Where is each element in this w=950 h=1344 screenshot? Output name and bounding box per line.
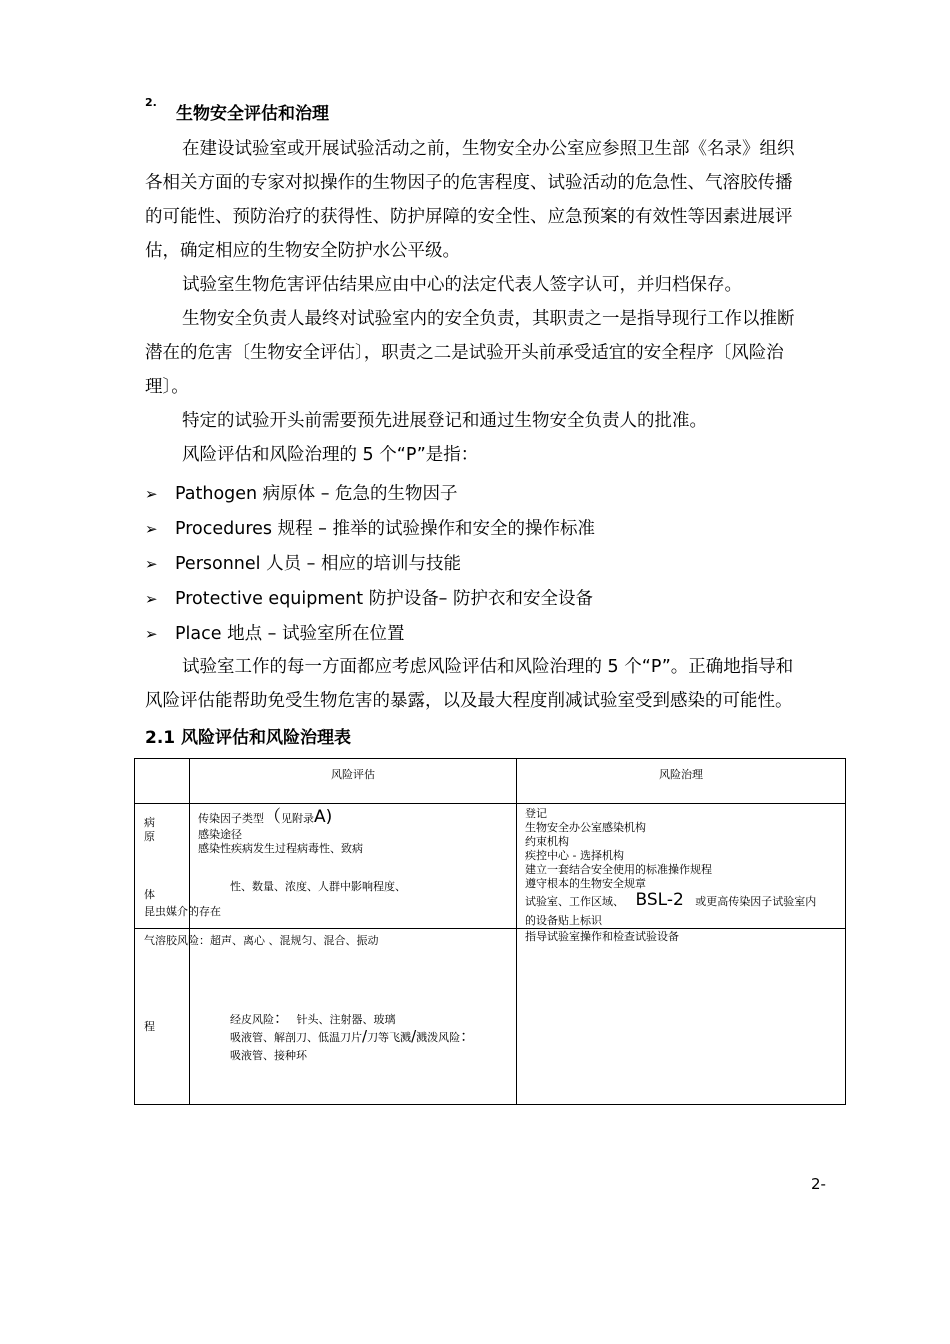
page-number: 2- xyxy=(811,1175,826,1193)
paragraph-five-p xyxy=(145,438,860,472)
arrow-bullet-icon: ➢ xyxy=(145,625,158,643)
assessment-cell xyxy=(190,804,517,929)
paragraph-line: 风险评估能帮助免受生物危害的暴露，以及最大程度削减试验室受到感染的可能性。 xyxy=(145,691,793,711)
row-label-char: 病 xyxy=(144,816,155,829)
management-line: 登记 xyxy=(525,807,547,820)
bullet-text: Protective equipment 防护设备– 防护衣和安全设备 xyxy=(175,589,593,609)
bullet-text: Procedures 规程 – 推举的试验操作和安全的操作标准 xyxy=(175,519,595,539)
bullet-item xyxy=(145,550,461,575)
management-line: 生物安全办公室感染机构 xyxy=(525,821,646,834)
assessment-line xyxy=(230,1011,396,1027)
cell-text: / xyxy=(362,1027,368,1045)
header-risk-management xyxy=(517,759,846,804)
arrow-bullet-icon: ➢ xyxy=(145,555,158,573)
cell-text: 传染因子类型 xyxy=(198,812,264,825)
assessment-cell xyxy=(190,929,517,1105)
row-label-text: 气溶胶风险：超声、离心 、混规匀、混合、振动 xyxy=(144,934,379,947)
management-line: 遵守根本的生物安全规章 xyxy=(525,877,646,890)
arrow-bullet-icon: ➢ xyxy=(145,590,158,608)
assessment-line: 吸液管、接种环 xyxy=(230,1049,307,1062)
bullet-text: Pathogen 病原体 – 危急的生物因子 xyxy=(175,484,458,504)
assessment-line: 性、数量、浓度、人群中影响程度、 xyxy=(230,880,406,893)
table-row xyxy=(135,929,846,1105)
section-title: 生物安全评估和治理 xyxy=(176,104,329,124)
table-row xyxy=(135,804,846,929)
paragraph-responsibility xyxy=(145,302,860,404)
cell-text: 溅泼风险 xyxy=(416,1031,461,1044)
cell-text: 刀等飞溅 xyxy=(367,1031,412,1044)
cell-text: A) xyxy=(314,807,333,827)
paragraph-line: 生物安全负责人最终对试验室内的安全负责，其职责之一是指导现行工作以推断 xyxy=(182,309,795,329)
paragraph-line: 估，确定相应的生物安全防护水公平级。 xyxy=(145,241,460,261)
paragraph-line: 风险评估和风险治理的 5 个“P”是指： xyxy=(182,445,479,465)
paragraph-line: 潜在的危害〔生物安全评估〕，职责之二是试验开头前承受适宜的安全程序〔风险治 xyxy=(145,343,784,363)
risk-table xyxy=(134,758,846,1105)
cell-text: 经皮风险 xyxy=(230,1013,274,1026)
cell-text: BSL-2 xyxy=(635,890,684,910)
table-header-row xyxy=(135,759,846,804)
paragraph-line: 试验室工作的每一方面都应考虑风险评估和风险治理的 5 个“P”。正确地指导和 xyxy=(182,657,794,677)
paragraph-line: 理〕。 xyxy=(145,377,189,397)
cell-text: ： xyxy=(274,1009,290,1027)
management-line: 疾控中心 - 选择机构 xyxy=(525,849,624,862)
management-line: 的设备贴上标识 xyxy=(525,914,602,927)
table-corner-cell xyxy=(135,759,190,804)
row-label-char: 体 xyxy=(144,888,155,901)
arrow-bullet-icon: ➢ xyxy=(145,520,158,538)
cell-text: 或更高传染因子试验室内 xyxy=(695,895,817,908)
cell-text: ： xyxy=(460,1027,476,1045)
bullet-item xyxy=(145,620,404,645)
cell-text: 见附录 xyxy=(281,812,314,825)
table-title: 2.1 风险评估和风险治理表 xyxy=(145,728,352,748)
paragraph-line: 特定的试验开头前需要预先进展登记和通过生物安全负责人的批准。 xyxy=(182,411,707,431)
assessment-line: 感染性疾病发生过程病毒性、致病 xyxy=(198,842,363,855)
bullet-item xyxy=(145,480,458,505)
management-cell xyxy=(517,804,846,929)
management-line: 建立一套结合安全使用的标准操作规程 xyxy=(525,863,712,876)
paragraph-approval xyxy=(145,404,860,438)
management-line: 约束机构 xyxy=(525,835,569,848)
management-line: 指导试验室操作和检查试验设备 xyxy=(525,930,679,943)
cell-text: / xyxy=(411,1027,417,1045)
bullet-item xyxy=(145,585,593,610)
paragraph-line: 的可能性、预防治疗的获得性、防护屏障的安全性、应急预案的有效性等因素进展评 xyxy=(145,207,793,227)
assessment-line: 感染途径 xyxy=(198,828,242,841)
paragraph-conclusion xyxy=(145,650,860,718)
cell-text: 试验室、工作区域、 xyxy=(525,895,624,908)
section-number: 2. xyxy=(145,96,157,109)
management-line xyxy=(525,890,817,910)
row-label-char: 程 xyxy=(144,1020,155,1033)
row-label-char: 原 xyxy=(144,830,155,843)
header-label: 风险评估 xyxy=(331,768,375,781)
paragraph-line: 试验室生物危害评估结果应由中心的法定代表人签字认可，并归档保存。 xyxy=(182,275,742,295)
row-label-text: 昆虫媒介的存在 xyxy=(144,905,221,918)
paragraph-signoff xyxy=(145,268,860,302)
paragraph-line: 各相关方面的专家对拟操作的生物因子的危害程度、试验活动的危急性、气溶胶传播 xyxy=(145,173,793,193)
cell-text: （ xyxy=(264,807,281,827)
assessment-line xyxy=(230,1029,475,1045)
paragraph-intro xyxy=(145,132,860,268)
management-cell xyxy=(517,929,846,1105)
header-label: 风险治理 xyxy=(659,768,703,781)
bullet-item xyxy=(145,515,595,540)
arrow-bullet-icon: ➢ xyxy=(145,485,158,503)
header-risk-assessment xyxy=(190,759,517,804)
cell-text: 吸液管、解剖刀、低温刀片 xyxy=(230,1031,362,1044)
paragraph-line: 在建设试验室或开展试验活动之前，生物安全办公室应参照卫生部《名录》组织 xyxy=(182,139,795,159)
bullet-text: Personnel 人员 – 相应的培训与技能 xyxy=(175,554,461,574)
bullet-text: Place 地点 – 试验室所在位置 xyxy=(175,624,405,644)
assessment-line xyxy=(198,807,333,827)
cell-text: 针头、注射器、玻璃 xyxy=(296,1013,396,1026)
